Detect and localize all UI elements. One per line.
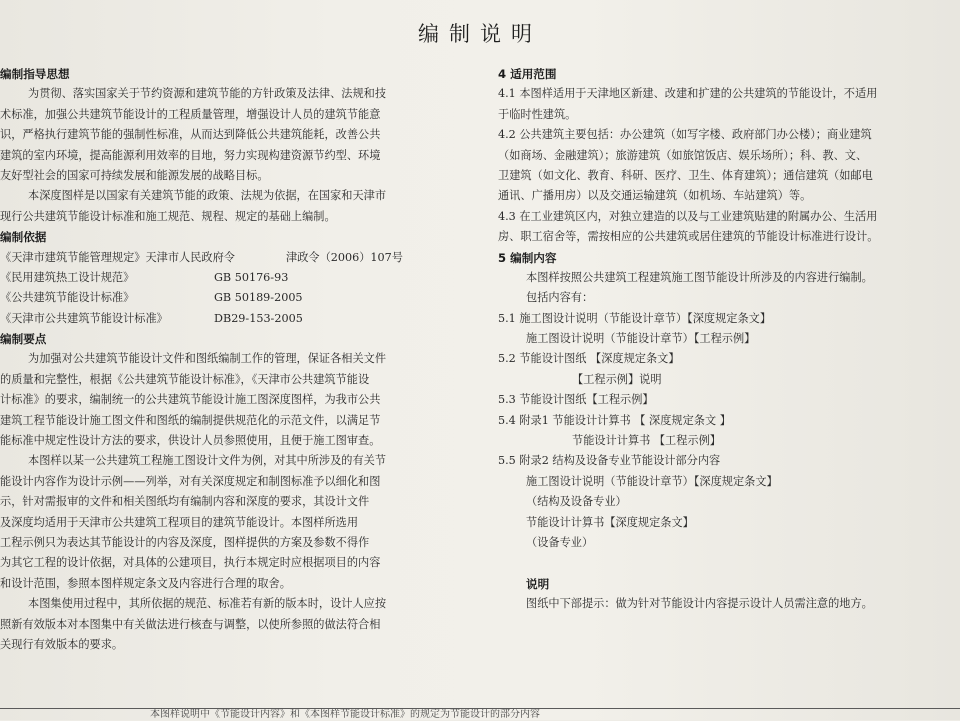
left-column	[0, 64, 452, 655]
section-heading-key-points: 编制要点	[0, 332, 47, 347]
page-title: 编制说明	[418, 22, 542, 46]
contents-item: 5.2 节能设计图纸 【深度规定条文】	[498, 352, 680, 366]
contents-item: 【工程示例】说明	[572, 372, 662, 386]
reference-name: 《民用建筑热工设计规范》	[0, 270, 135, 284]
paragraph-line: 和设计范围，参照本图样规定条文及内容进行合理的取舍。	[0, 576, 291, 590]
reference-number: 津政令（2006）107号	[286, 250, 403, 264]
contents-item: 5.1 施工图设计说明（节能设计章节）【深度规定条文】	[498, 311, 772, 325]
spacer	[498, 553, 960, 573]
reference-name: 《公共建筑节能设计标准》	[0, 291, 135, 305]
paragraph-line: 4.3 在工业建筑区内，对独立建造的以及与工业建筑贴建的附属办公、生活用	[498, 209, 878, 223]
paragraph-line: 4.1 本图样适用于天津地区新建、改建和扩建的公共建筑的节能设计，不适用	[498, 87, 878, 101]
reference-row	[0, 309, 452, 329]
right-column	[498, 64, 960, 615]
reference-name: 《天津市公共建筑节能设计标准》	[0, 311, 168, 325]
paragraph-line: 包括内容有：	[526, 291, 594, 305]
contents-item: 5.4 附录1 节能设计计算书 【 深度规定条文 】	[498, 413, 731, 427]
paragraph-line: 为加强对公共建筑节能设计文件和图纸编制工作的管理，保证各相关文件	[28, 352, 387, 366]
contents-item: 施工图设计说明（节能设计章节）【工程示例】	[526, 332, 756, 346]
paragraph-line: 房、职工宿舍等，需按相应的公共建筑或居住建筑的节能设计标准进行设计。	[498, 230, 879, 244]
section-heading-scope: 4 适用范围	[498, 67, 557, 81]
paragraph-line: 建筑的室内环境，提高能源利用效率的目地，努力实现构建资源节约型、环境	[0, 148, 381, 162]
contents-item: 施工图设计说明（节能设计章节）【深度规定条文】	[526, 474, 778, 488]
paragraph-line: 术标准，加强公共建筑节能设计的工程质量管理，增强设计人员的建筑节能意	[0, 107, 381, 121]
contents-item: 5.3 节能设计图纸【工程示例】	[498, 393, 654, 407]
contents-item: 节能设计计算书【深度规定条文】	[526, 515, 694, 529]
paragraph-line: 通讯、广播用房）以及交通运输建筑（如机场、车站建筑）等。	[498, 189, 812, 203]
paragraph-line: 于临时性建筑。	[498, 107, 577, 121]
reference-number: GB 50176-93	[214, 270, 289, 284]
paragraph-line: 照新有效版本对本图集中有关做法进行核查与调整，以使所参照的做法符合相	[0, 617, 381, 631]
paragraph-line: 4.2 公共建筑主要包括：办公建筑（如写字楼、政府部门办公楼）；商业建筑	[498, 128, 872, 142]
note-heading: 说明	[526, 576, 550, 591]
reference-row	[0, 248, 452, 268]
paragraph-line: 识，严格执行建筑节能的强制性标准，从而达到降低公共建筑能耗，改善公共	[0, 128, 381, 142]
paragraph-line: 现行公共建筑节能设计标准和施工规范、规程、规定的基础上编制。	[0, 209, 336, 223]
paragraph-line: 工程示例只为表达其节能设计的内容及深度，图样提供的方案及参数不得作	[0, 535, 370, 549]
paragraph-line: 友好型社会的国家可持续发展和能源发展的战略目标。	[0, 168, 269, 182]
contents-item: （设备专业）	[526, 535, 594, 549]
paragraph-line: 为贯彻、落实国家关于节约资源和建筑节能的方针政策及法律、法规和技	[28, 87, 387, 101]
paragraph-line: 关现行有效版本的要求。	[0, 637, 124, 651]
note-text: 图纸中下部提示：做为针对节能设计内容提示设计人员需注意的地方。	[526, 597, 873, 611]
paragraph-line: 本深度图样是以国家有关建筑节能的政策、法规为依据，在国家和天津市	[28, 189, 387, 203]
paragraph-line: 能标准中规定性设计方法的要求，供设计人员参照使用，且便于施工图审查。	[0, 434, 381, 448]
reference-name: 《天津市建筑节能管理规定》天津市人民政府令	[0, 250, 235, 264]
contents-item: （结构及设备专业）	[526, 495, 627, 509]
section-heading-guiding-idea: 编制指导思想	[0, 67, 70, 81]
paragraph-line: 示，针对需报审的文件和相关图纸均有编制内容和深度的要求，其设计文件	[0, 495, 370, 509]
reference-row	[0, 288, 452, 308]
paragraph-line: 计标准》的要求，编制统一的公共建筑节能设计施工图深度图样，为我市公共	[0, 393, 381, 407]
paragraph-line: 的质量和完整性，根据《公共建筑节能设计标准》，《天津市公共建筑节能设	[0, 372, 370, 386]
contents-item: 节能设计计算书 【工程示例】	[572, 434, 721, 448]
paragraph-line: 本图集使用过程中，其所依据的规范、标准若有新的版本时，设计人应按	[28, 597, 387, 611]
paragraph-line: 本图样按照公共建筑工程建筑施工图节能设计所涉及的内容进行编制。	[526, 270, 873, 284]
paragraph-line: 卫建筑（如文化、教育、科研、医疗、卫生、体育建筑）；通信建筑（如邮电	[498, 168, 873, 182]
paragraph-line: 及深度均适用于天津市公共建筑工程项目的建筑节能设计。本图样所选用	[0, 515, 359, 529]
reference-number: GB 50189-2005	[214, 291, 303, 305]
reference-number: DB29-153-2005	[214, 311, 303, 325]
paragraph-line: 能设计内容作为设计示例——列举，对有关深度规定和制图标准予以细化和图	[0, 474, 381, 488]
section-heading-contents: 5 编制内容	[498, 250, 557, 265]
paragraph-line: 建筑工程节能设计施工图文件和图纸的编制提供规范化的示范文件，以满足节	[0, 413, 381, 427]
contents-item: 5.5 附录2 结构及设备专业节能设计部分内容	[498, 454, 721, 468]
reference-row	[0, 268, 452, 288]
bottom-cut-off-line: 本图样说明中《节能设计内容》和《本图样节能设计标准》的规定为节能设计的部分内容	[0, 708, 960, 721]
section-heading-basis: 编制依据	[0, 230, 47, 245]
paragraph-line: 为其它工程的设计依据，对具体的公建项目，执行本规定时应根据项目的内容	[0, 556, 381, 570]
paragraph-line: 本图样以某一公共建筑工程施工图设计文件为例，对其中所涉及的有关节	[28, 454, 387, 468]
paragraph-line: （如商场、金融建筑）；旅游建筑（如旅馆饭店、娱乐场所）；科、教、文、	[498, 148, 868, 162]
